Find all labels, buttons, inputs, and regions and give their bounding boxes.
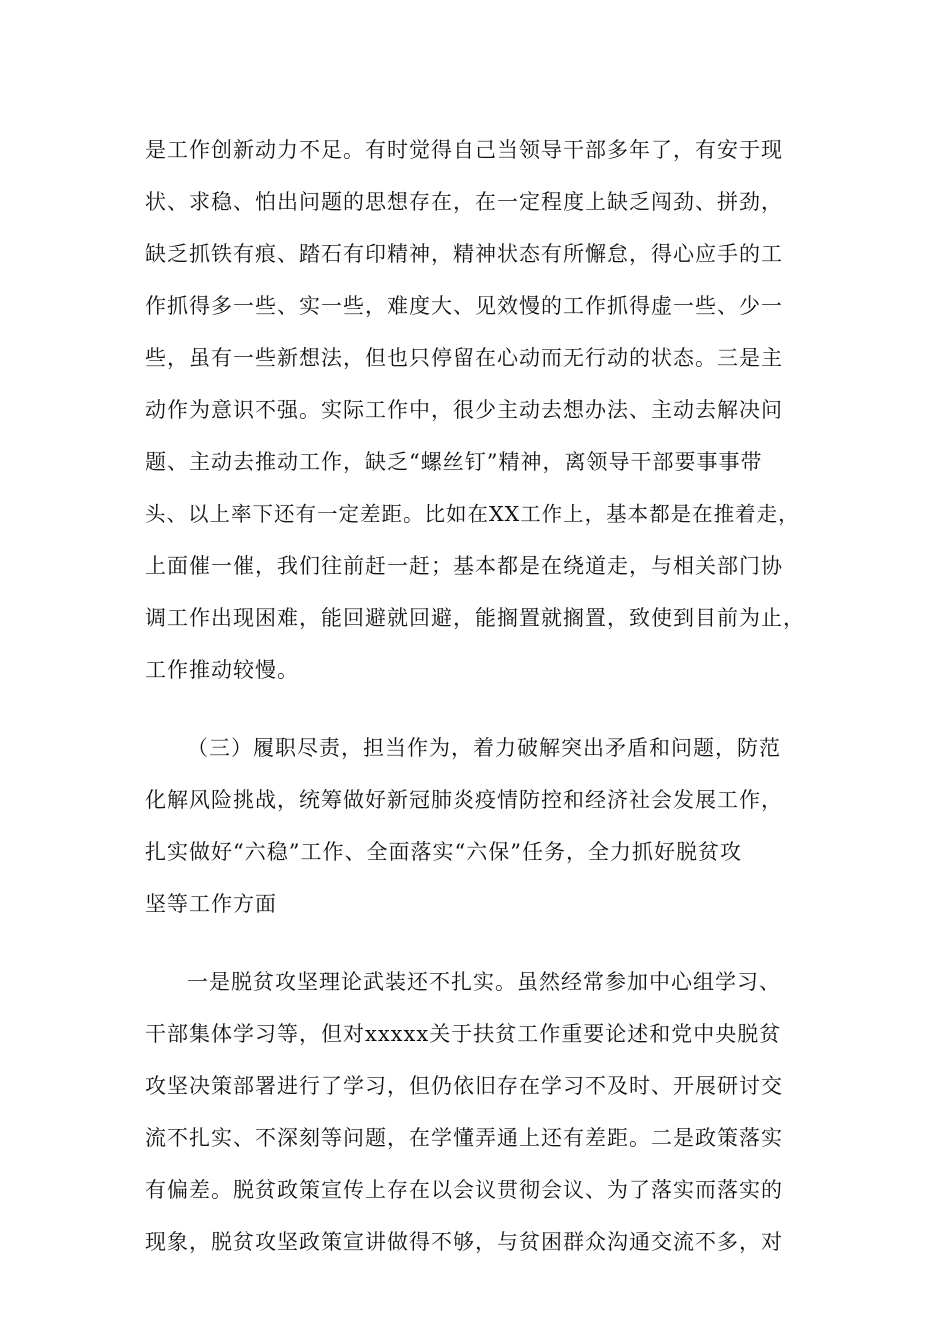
- text-line: 攻坚决策部署进行了学习，但仍依旧存在学习不及时、开展研讨交: [145, 1074, 783, 1098]
- text-line: 头、以上率下还有一定差距。比如在XX工作上，基本都是在推着走，: [145, 502, 800, 526]
- text-line: 流不扎实、不深刻等问题，在学懂弄通上还有差距。二是政策落实: [145, 1126, 783, 1150]
- text-line: 一是脱贫攻坚理论武装还不扎实。虽然经常参加中心组学习、: [187, 970, 781, 994]
- text-line: 作抓得多一些、实一些，难度大、见效慢的工作抓得虚一些、少一: [145, 294, 783, 318]
- text-line: 现象，脱贫攻坚政策宣讲做得不够，与贫困群众沟通交流不多，对: [145, 1230, 783, 1254]
- text-line: 状、求稳、怕出问题的思想存在，在一定程度上缺乏闯劲、拼劲，: [145, 190, 783, 214]
- text-line: 工作推动较慢。: [145, 658, 299, 682]
- text-line: 题、主动去推动工作，缺乏“螺丝钉”精神，离领导干部要事事带: [145, 450, 763, 474]
- text-line: 调工作出现困难，能回避就回避，能搁置就搁置，致使到目前为止，: [145, 606, 805, 630]
- text-line: 是工作创新动力不足。有时觉得自己当领导干部多年了，有安于现: [145, 138, 783, 162]
- text-line: 缺乏抓铁有痕、踏石有印精神，精神状态有所懈怠，得心应手的工: [145, 242, 783, 266]
- text-line: 动作为意识不强。实际工作中，很少主动去想办法、主动去解决问: [145, 398, 783, 422]
- text-line: （三）履职尽责，担当作为，着力破解突出矛盾和问题，防范: [187, 736, 781, 760]
- text-line: 化解风险挑战，统筹做好新冠肺炎疫情防控和经济社会发展工作，: [145, 788, 783, 812]
- text-line: 有偏差。脱贫政策宣传上存在以会议贯彻会议、为了落实而落实的: [145, 1178, 783, 1202]
- text-line: 些，虽有一些新想法，但也只停留在心动而无行动的状态。三是主: [145, 346, 783, 370]
- text-line: 扎实做好“六稳”工作、全面落实“六保”任务，全力抓好脱贫攻: [145, 840, 742, 864]
- text-line: 干部集体学习等，但对xxxxx关于扶贫工作重要论述和党中央脱贫: [145, 1022, 782, 1046]
- text-line: 坚等工作方面: [145, 892, 277, 916]
- text-line: 上面催一催，我们往前赶一赶；基本都是在绕道走，与相关部门协: [145, 554, 783, 578]
